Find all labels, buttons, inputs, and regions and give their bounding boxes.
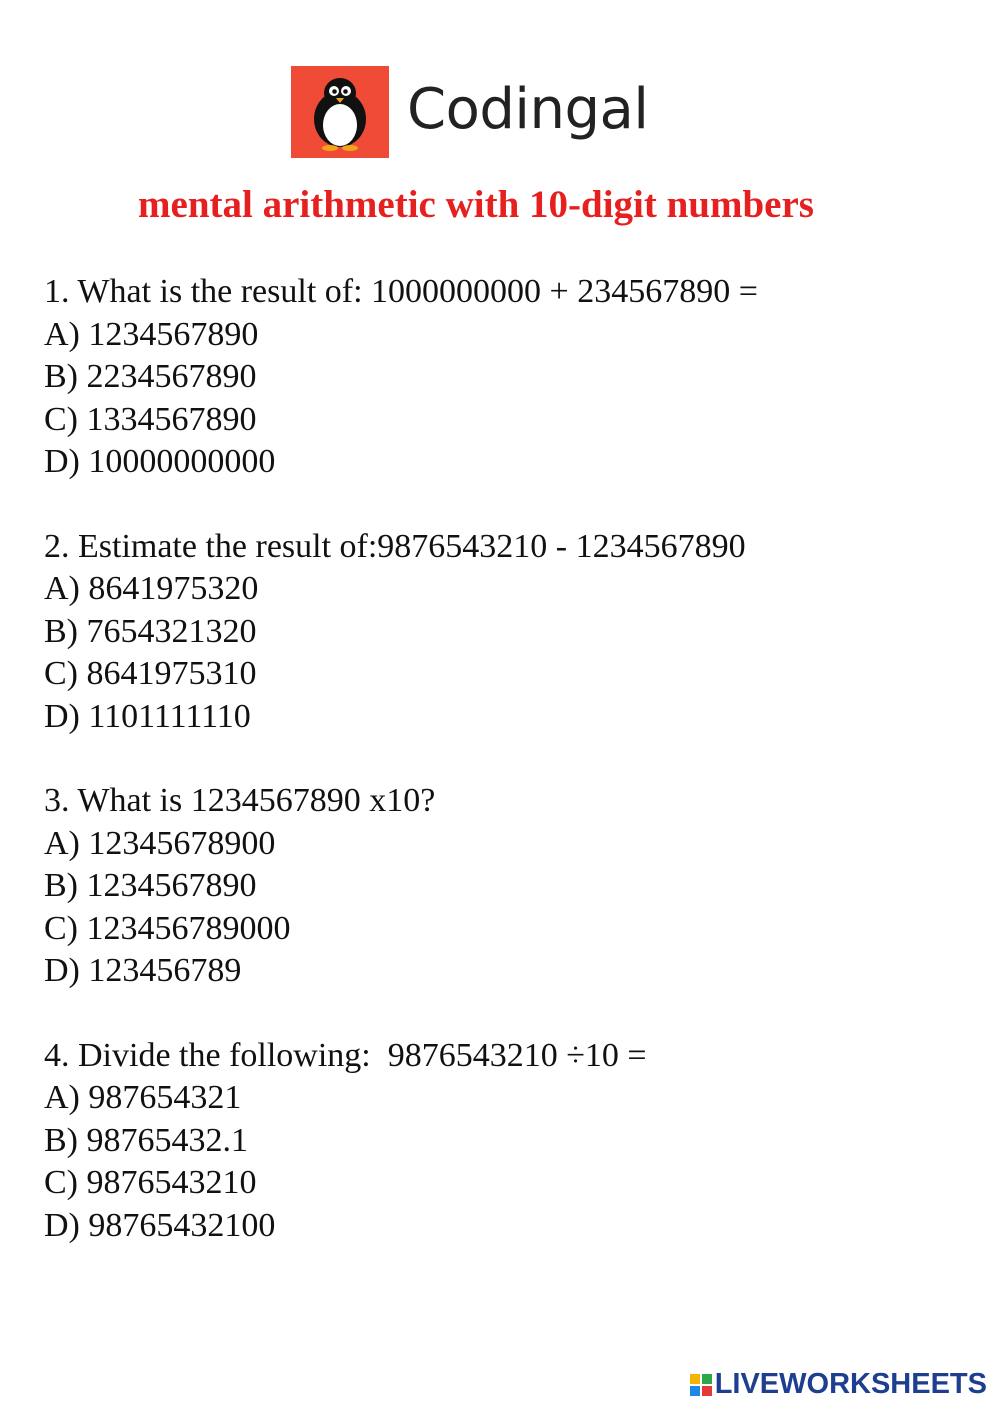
- question-1: [44, 271, 964, 484]
- question-4: [44, 1035, 964, 1248]
- option-b: B) 1234567890: [44, 867, 257, 904]
- codingal-logo: [291, 66, 648, 158]
- liveworksheets-watermark: [690, 1370, 987, 1399]
- question-prompt: 3. What is 1234567890 x10?: [44, 782, 436, 819]
- question-prompt: 4. Divide the following: 9876543210 ÷10 =: [44, 1036, 647, 1074]
- option-b: B) 98765432.1: [44, 1121, 248, 1159]
- question-list: [44, 271, 964, 1289]
- option-d: D) 123456789: [44, 952, 242, 989]
- option-c: C) 8641975310: [44, 655, 257, 692]
- worksheet-title: mental arithmetic with 10-digit numbers: [138, 183, 814, 226]
- question-2: [44, 526, 964, 739]
- option-c: C) 123456789000: [44, 909, 291, 947]
- question-prompt: 1. What is the result of: 1000000000 + 234567890 =: [44, 273, 758, 310]
- option-d: D) 1101111110: [44, 697, 251, 735]
- watermark-text: LIVEWORKSHEETS: [714, 1368, 987, 1400]
- option-d: D) 98765432100: [44, 1206, 276, 1244]
- liveworksheets-logo-icon: [690, 1374, 712, 1396]
- question-3: [44, 780, 964, 993]
- question-prompt: 2. Estimate the result of:9876543210 - 1234567890: [44, 527, 746, 565]
- option-c: C) 1334567890: [44, 400, 257, 438]
- option-a: A) 8641975320: [44, 570, 259, 607]
- option-b: B) 7654321320: [44, 612, 257, 650]
- brand-name: Codingal: [407, 77, 649, 142]
- option-b: B) 2234567890: [44, 358, 257, 395]
- option-c: C) 9876543210: [44, 1164, 257, 1201]
- option-d: D) 10000000000: [44, 443, 276, 480]
- penguin-icon: [291, 66, 389, 158]
- option-a: A) 1234567890: [44, 315, 259, 353]
- option-a: A) 12345678900: [44, 824, 276, 862]
- option-a: A) 987654321: [44, 1079, 242, 1116]
